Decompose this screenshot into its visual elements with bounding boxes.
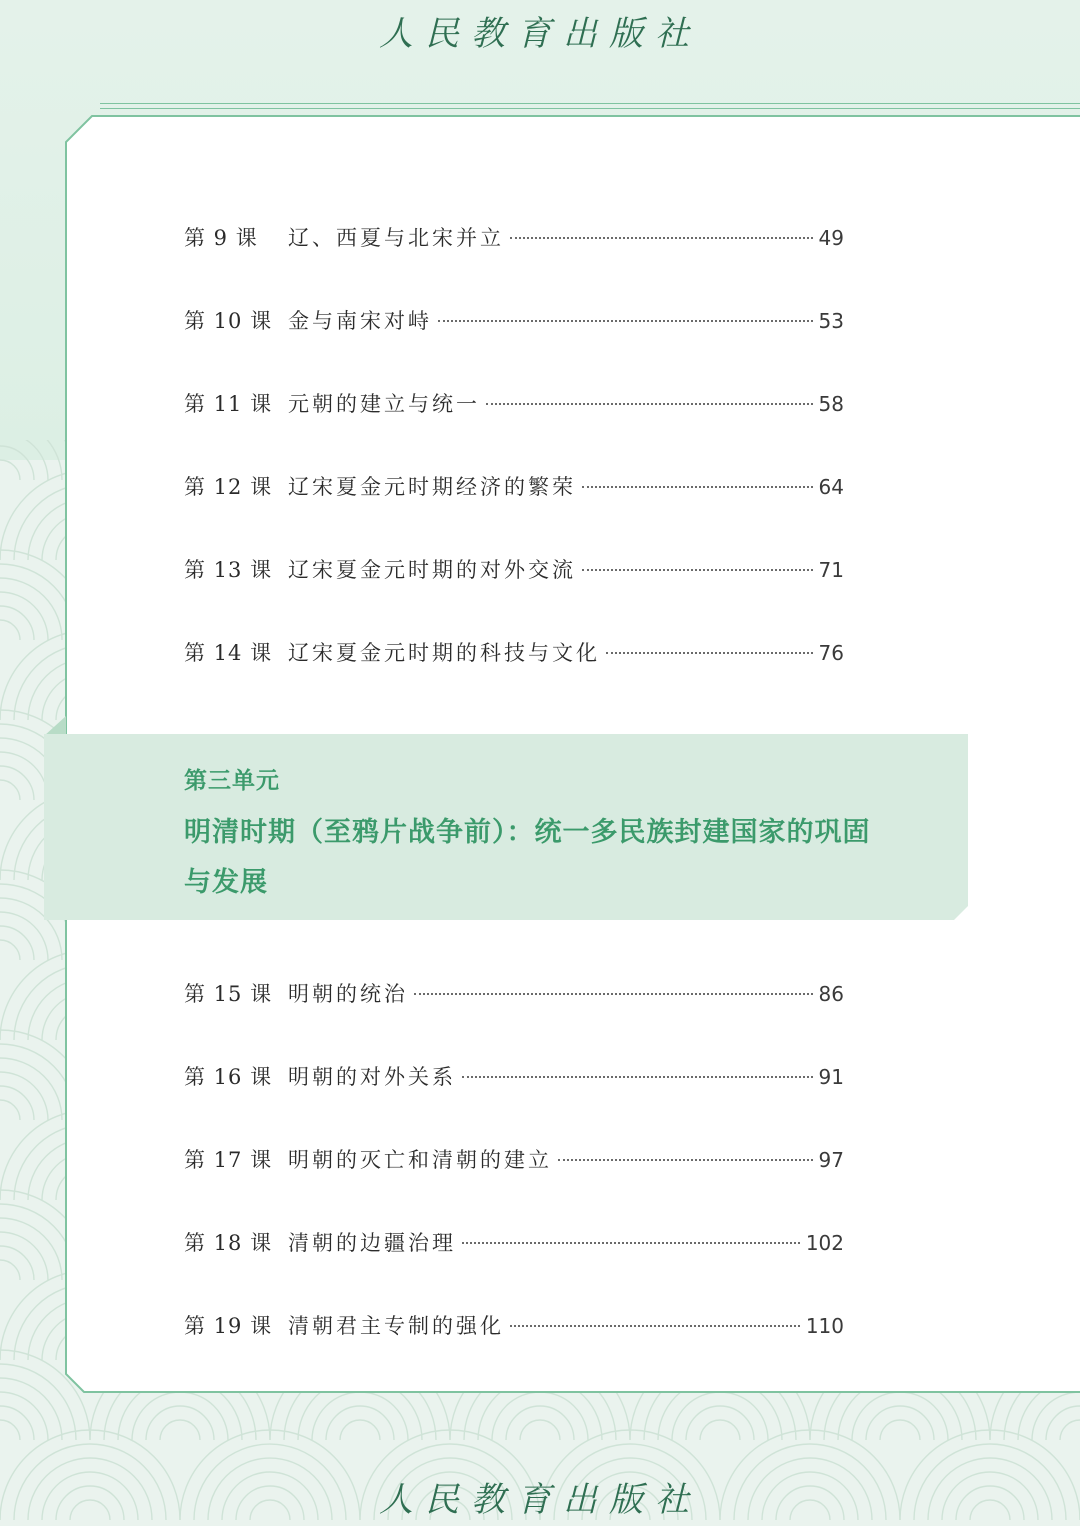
toc-row[interactable] (184, 1227, 844, 1267)
page-number: 97 (818, 1148, 844, 1172)
publisher-logo-bottom: 人民教育出版社 (379, 1480, 701, 1520)
leader-dots (582, 569, 813, 571)
page-number: 71 (818, 558, 844, 582)
page-number: 49 (818, 226, 844, 250)
unit-title[interactable]: 明清时期（至鸦片战争前）：统一多民族封建国家的巩固与发展 (184, 817, 871, 898)
leader-dots (462, 1242, 800, 1244)
toc-row[interactable] (184, 1061, 844, 1101)
toc-row[interactable] (184, 1144, 844, 1184)
toc-row[interactable] (184, 637, 844, 677)
lesson-title: 明朝的统治 (288, 982, 408, 1006)
toc-row[interactable] (184, 978, 844, 1018)
toc-row[interactable] (184, 388, 844, 428)
lesson-number: 第 13 课 (184, 558, 273, 582)
leader-dots (510, 1325, 800, 1327)
lesson-title: 明朝的对外关系 (288, 1065, 456, 1089)
lesson-number: 第 17 课 (184, 1148, 273, 1172)
lesson-title: 清朝的边疆治理 (288, 1231, 456, 1255)
toc-row[interactable] (184, 305, 844, 345)
page-number: 102 (805, 1231, 844, 1255)
lesson-number: 第 10 课 (184, 309, 273, 333)
leader-dots (606, 652, 813, 654)
lesson-number: 第 16 课 (184, 1065, 273, 1089)
page-number: 58 (818, 392, 844, 416)
frame-line-inner (100, 108, 1080, 109)
page-number: 64 (818, 475, 844, 499)
toc-row[interactable] (184, 1310, 844, 1350)
lesson-number: 第 14 课 (184, 641, 273, 665)
page-number: 53 (818, 309, 844, 333)
publisher-logo-top: 人民教育出版社 (379, 14, 701, 54)
lesson-title: 辽宋夏金元时期的对外交流 (288, 558, 576, 582)
lesson-number: 第 9 课 (184, 226, 258, 250)
lesson-number: 第 18 课 (184, 1231, 273, 1255)
page-number: 110 (805, 1314, 844, 1338)
lesson-title: 清朝君主专制的强化 (288, 1314, 504, 1338)
lesson-title: 明朝的灭亡和清朝的建立 (288, 1148, 552, 1172)
page-number: 91 (818, 1065, 844, 1089)
frame-line-outer (100, 103, 1080, 104)
lesson-number: 第 11 课 (184, 392, 273, 416)
lesson-title: 辽、西夏与北宋并立 (288, 226, 504, 250)
lesson-number: 第 19 课 (184, 1314, 273, 1338)
lesson-number: 第 15 课 (184, 982, 273, 1006)
leader-dots (414, 993, 813, 995)
page-number: 76 (818, 641, 844, 665)
leader-dots (486, 403, 813, 405)
unit-label[interactable]: 第三单元 (184, 767, 280, 794)
leader-dots (510, 237, 813, 239)
toc-row[interactable] (184, 554, 844, 594)
lesson-number: 第 12 课 (184, 475, 273, 499)
leader-dots (582, 486, 813, 488)
lesson-title: 辽宋夏金元时期的科技与文化 (288, 641, 600, 665)
toc-row[interactable] (184, 222, 844, 262)
page-number: 86 (818, 982, 844, 1006)
leader-dots (462, 1076, 813, 1078)
lesson-title: 元朝的建立与统一 (288, 392, 480, 416)
toc-row[interactable] (184, 471, 844, 511)
lesson-title: 辽宋夏金元时期经济的繁荣 (288, 475, 576, 499)
lesson-title: 金与南宋对峙 (288, 309, 432, 333)
leader-dots (558, 1159, 813, 1161)
leader-dots (438, 320, 813, 322)
